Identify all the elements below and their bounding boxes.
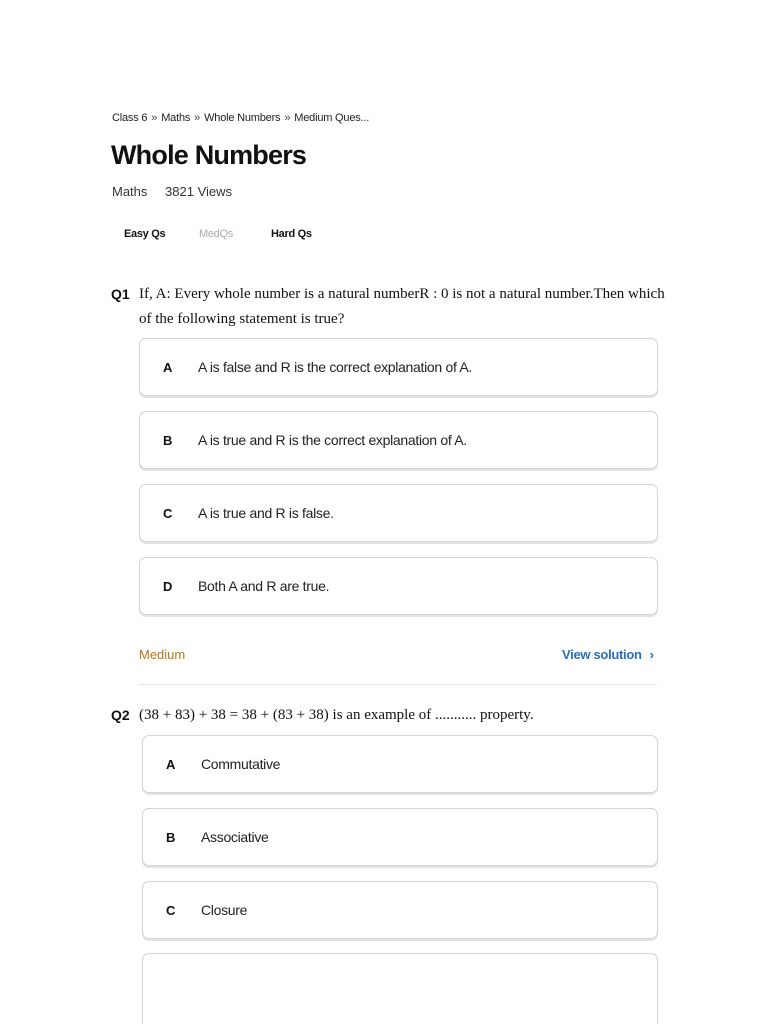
view-solution-link[interactable] <box>562 647 654 662</box>
option-a[interactable] <box>142 735 658 793</box>
option-letter: D <box>163 579 173 594</box>
subject-label: Maths <box>112 184 148 199</box>
option-text: Closure <box>201 902 248 918</box>
option-d[interactable] <box>139 557 658 615</box>
option-letter: A <box>163 360 173 375</box>
option-c[interactable] <box>139 484 658 542</box>
page-meta <box>112 184 232 199</box>
option-b[interactable] <box>139 411 658 469</box>
question-text: (38 + 83) + 38 = 38 + (83 + 38) is an example of ........... property. <box>139 707 534 723</box>
option-d[interactable] <box>142 953 658 1024</box>
breadcrumb-current: Medium Ques... <box>294 112 370 124</box>
view-solution-label: View solution <box>562 647 642 662</box>
option-letter: B <box>163 433 173 448</box>
breadcrumb-separator: » <box>194 112 201 124</box>
option-a[interactable] <box>139 338 658 396</box>
question-number: Q2 <box>111 707 130 723</box>
option-text: A is true and R is the correct explanation of A. <box>198 432 467 448</box>
option-text: Associative <box>201 829 269 845</box>
option-letter: A <box>166 757 176 772</box>
option-b[interactable] <box>142 808 658 866</box>
breadcrumb-subject[interactable]: Maths <box>161 112 191 124</box>
divider <box>139 684 657 685</box>
breadcrumb-class[interactable]: Class 6 <box>112 112 148 124</box>
option-letter: C <box>163 506 173 521</box>
views-count: 3821 Views <box>165 184 233 199</box>
question-number: Q1 <box>111 286 130 302</box>
breadcrumb-separator: » <box>284 112 291 124</box>
option-text: A is false and R is the correct explanation of A. <box>198 359 473 375</box>
option-letter: C <box>166 903 176 918</box>
option-letter: B <box>166 830 176 845</box>
chevron-right-icon: › <box>649 647 654 662</box>
option-c[interactable] <box>142 881 658 939</box>
page-title: Whole Numbers <box>111 140 307 170</box>
tab-medium[interactable]: MedQs <box>199 228 233 240</box>
breadcrumb <box>112 112 369 124</box>
breadcrumb-chapter[interactable]: Whole Numbers <box>204 112 281 124</box>
difficulty-tabs <box>112 228 432 244</box>
question-text: If, A: Every whole number is a natural numberR : 0 is not a natural number.Then which of the following statement is true? <box>139 286 665 327</box>
option-text: Both A and R are true. <box>198 578 330 594</box>
option-text: A is true and R is false. <box>198 505 334 521</box>
difficulty-label: Medium <box>139 647 186 662</box>
option-text: Commutative <box>201 756 281 772</box>
breadcrumb-separator: » <box>151 112 158 124</box>
tab-easy[interactable]: Easy Qs <box>124 228 166 240</box>
tab-hard[interactable]: Hard Qs <box>271 228 312 240</box>
